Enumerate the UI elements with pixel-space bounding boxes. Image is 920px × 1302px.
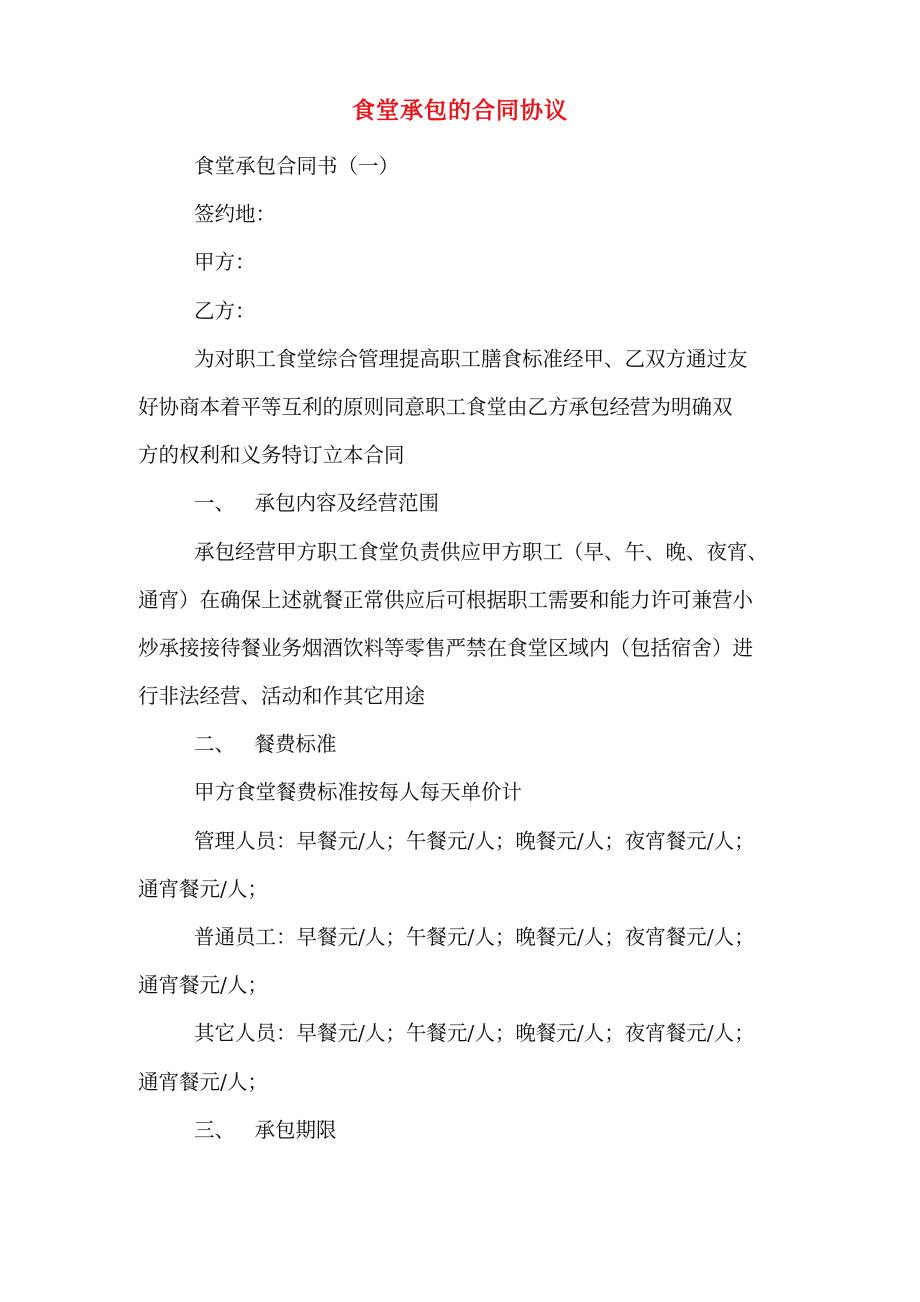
scope-line-1: 承包经营甲方职工食堂负责供应甲方职工（早、午、晚、夜宵、: [194, 539, 768, 564]
scope-line-3: 炒承接接待餐业务烟酒饮料等零售严禁在食堂区域内（包括宿舍）进: [138, 635, 753, 660]
section-heading-1: 一、 承包内容及经营范围: [194, 491, 440, 516]
scope-line-2: 通宵）在确保上述就餐正常供应后可根据职工需要和能力许可兼营小: [138, 587, 753, 612]
fee-managers-line-1: 管理人员：早餐元/人；午餐元/人；晚餐元/人；夜宵餐元/人；: [194, 828, 755, 853]
section-heading-3: 三、 承包期限: [194, 1117, 337, 1142]
contract-subtitle: 食堂承包合同书（一）: [194, 154, 399, 178]
section-heading-2: 二、 餐费标准: [194, 732, 337, 757]
preamble-line-1: 为对职工食堂综合管理提高职工膳食标准经甲、乙双方通过友: [194, 346, 748, 371]
fee-staff-line-2: 通宵餐元/人；: [138, 973, 268, 998]
document-title: 食堂承包的合同协议: [352, 97, 568, 124]
document-body: [138, 142, 793, 1154]
fee-others-line-2: 通宵餐元/人；: [138, 1069, 268, 1094]
fee-others-line-1: 其它人员：早餐元/人；午餐元/人；晚餐元/人；夜宵餐元/人；: [194, 1021, 755, 1046]
preamble-line-2: 好协商本着平等互利的原则同意职工食堂由乙方承包经营为明确双: [138, 394, 733, 419]
scope-line-4: 行非法经营、活动和作其它用途: [138, 684, 425, 709]
party-a-line: 甲方：: [194, 250, 256, 275]
preamble-line-3: 方的权利和义务特订立本合同: [138, 443, 405, 468]
fee-intro-line: 甲方食堂餐费标准按每人每天单价计: [194, 780, 522, 805]
fee-managers-line-2: 通宵餐元/人；: [138, 876, 268, 901]
fee-staff-line-1: 普通员工：早餐元/人；午餐元/人；晚餐元/人；夜宵餐元/人；: [194, 925, 755, 949]
party-b-line: 乙方：: [194, 298, 256, 323]
signing-place-line: 签约地：: [194, 202, 276, 227]
